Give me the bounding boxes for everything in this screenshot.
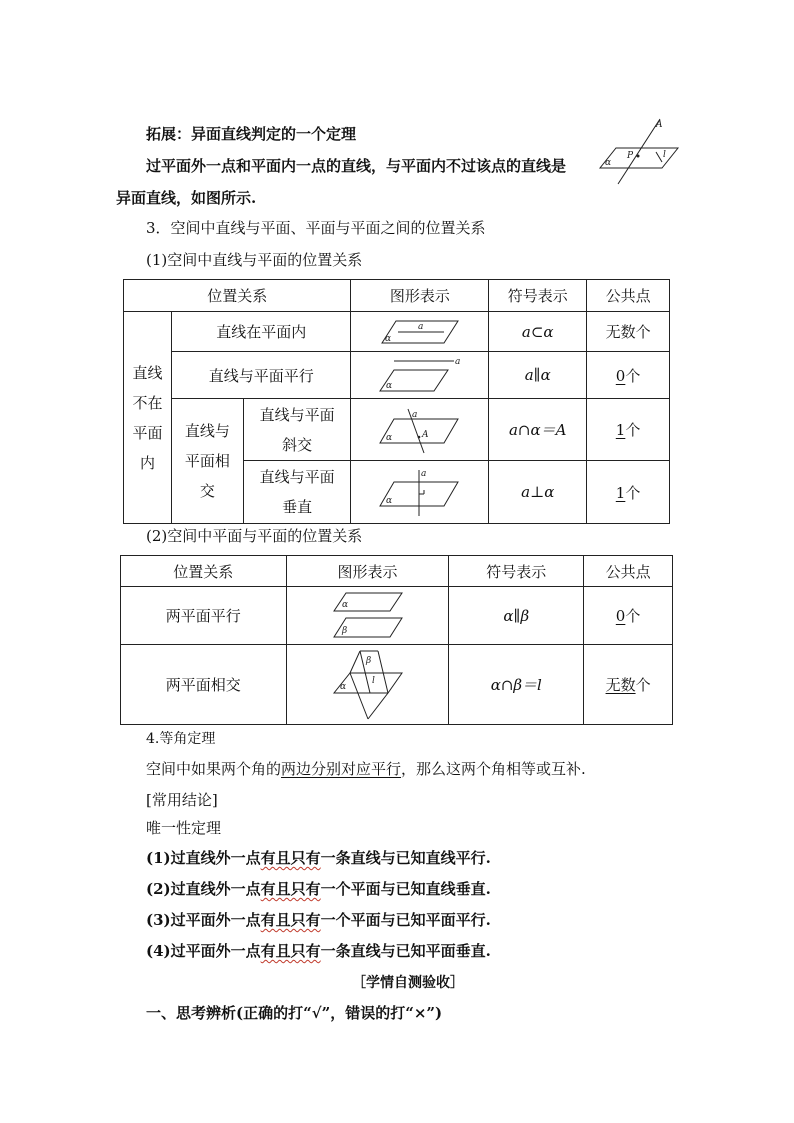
common-points-cell: 0个 xyxy=(587,352,670,399)
symbol-cell: a⊥α xyxy=(489,461,587,524)
conclusions-heading: [常用结论] xyxy=(146,791,218,809)
svg-text:α: α xyxy=(384,333,391,344)
header-symbol: 符号表示 xyxy=(449,556,584,587)
relation-cell: 直线与平面 斜交 xyxy=(243,399,351,461)
line-parallel-plane-figure xyxy=(378,357,462,393)
svg-text:A: A xyxy=(421,429,429,440)
relation-cell: 直线在平面内 xyxy=(171,312,351,352)
parallel-planes-figure xyxy=(332,591,404,641)
svg-text:β: β xyxy=(365,655,371,666)
header-common: 公共点 xyxy=(584,556,673,587)
svg-text:l: l xyxy=(371,675,375,686)
table-header-row xyxy=(124,280,670,312)
symbol-cell: α∩β＝l xyxy=(449,645,584,725)
plane-alpha-label: α xyxy=(605,158,612,168)
line-oblique-plane-figure xyxy=(378,405,462,455)
header-figure: 图形表示 xyxy=(351,280,489,312)
table-header-row xyxy=(121,556,673,587)
svg-text:α: α xyxy=(385,496,392,506)
table-row xyxy=(124,352,670,399)
intersect-group-label: 直线与 平面相 交 xyxy=(171,399,243,524)
svg-text:α: α xyxy=(339,681,346,692)
relation-cell: 直线与平面 垂直 xyxy=(243,461,351,524)
figure-cell xyxy=(351,352,489,399)
list-item: (1)过直线外一点有且只有一条直线与已知直线平行. xyxy=(146,849,491,867)
symbol-cell: α∥β xyxy=(449,587,584,645)
header-symbol: 符号表示 xyxy=(489,280,587,312)
figure-cell xyxy=(286,587,449,645)
line-l-label: l xyxy=(663,150,666,160)
figure-cell xyxy=(351,399,489,461)
table-row xyxy=(121,587,673,645)
point-A-label: A xyxy=(656,120,663,130)
symbol-cell: a⊂α xyxy=(489,312,587,352)
self-test-question: 一、思考辨析(正确的打“√”，错误的打“×”) xyxy=(146,1004,443,1022)
list-item: (3)过平面外一点有且只有一个平面与已知平面平行. xyxy=(146,911,491,929)
self-test-banner: ［学情自测验收］ xyxy=(352,975,464,991)
header-common: 公共点 xyxy=(587,280,670,312)
common-points-cell: 1个 xyxy=(587,461,670,524)
header-figure: 图形表示 xyxy=(286,556,449,587)
svg-text:a: a xyxy=(454,357,461,367)
extension-title: 拓展：异面直线判定的一个定理 xyxy=(146,125,357,143)
svg-text:α: α xyxy=(385,432,392,443)
svg-text:a: a xyxy=(420,469,427,479)
table-row xyxy=(124,312,670,352)
relation-cell: 直线与平面平行 xyxy=(171,352,351,399)
section3-heading: 3．空间中直线与平面、平面与平面之间的位置关系 xyxy=(146,219,486,237)
skew-lines-figure xyxy=(596,116,680,188)
table-row xyxy=(121,645,673,725)
symbol-cell: a∩α＝A xyxy=(489,399,587,461)
svg-text:a: a xyxy=(411,409,418,420)
common-points-cell: 1个 xyxy=(587,399,670,461)
list-item: (2)过直线外一点有且只有一个平面与已知直线垂直. xyxy=(146,880,491,898)
conclusions-subheading: 唯一性定理 xyxy=(146,819,222,837)
extension-text-line1: 过平面外一点和平面内一点的直线，与平面内不过该点的直线是 xyxy=(146,157,567,175)
section3-sub2: (2)空间中平面与平面的位置关系 xyxy=(146,527,363,545)
line-perpendicular-plane-figure xyxy=(378,466,462,518)
svg-text:α: α xyxy=(341,599,348,610)
section4-heading: 4.等角定理 xyxy=(146,731,216,747)
svg-text:β: β xyxy=(341,625,347,636)
figure-cell xyxy=(351,461,489,524)
common-points-cell: 0个 xyxy=(584,587,673,645)
svg-text:α: α xyxy=(385,381,392,391)
line-plane-table xyxy=(123,279,670,524)
plane-plane-table xyxy=(120,555,673,725)
header-relation: 位置关系 xyxy=(124,280,351,312)
section4-text: 空间中如果两个角的两边分别对应平行，那么这两个角相等或互补. xyxy=(146,760,586,778)
group-label-not-in-plane: 直线 不在 平面 内 xyxy=(124,312,172,524)
symbol-cell: a∥α xyxy=(489,352,587,399)
relation-cell: 两平面平行 xyxy=(121,587,287,645)
header-relation: 位置关系 xyxy=(121,556,287,587)
section3-sub1: (1)空间中直线与平面的位置关系 xyxy=(146,251,363,269)
intersecting-planes-figure xyxy=(332,649,404,721)
extension-text-line2: 异面直线，如图所示. xyxy=(116,189,257,207)
relation-cell: 两平面相交 xyxy=(121,645,287,725)
common-points-cell: 无数个 xyxy=(584,645,673,725)
svg-text:a: a xyxy=(417,321,424,332)
table-row xyxy=(124,399,670,461)
common-points-cell: 无数个 xyxy=(587,312,670,352)
figure-cell xyxy=(351,312,489,352)
list-item: (4)过平面外一点有且只有一条直线与已知平面垂直. xyxy=(146,942,491,960)
line-in-plane-figure xyxy=(380,319,460,345)
point-P-label: P xyxy=(627,151,634,161)
figure-cell xyxy=(286,645,449,725)
